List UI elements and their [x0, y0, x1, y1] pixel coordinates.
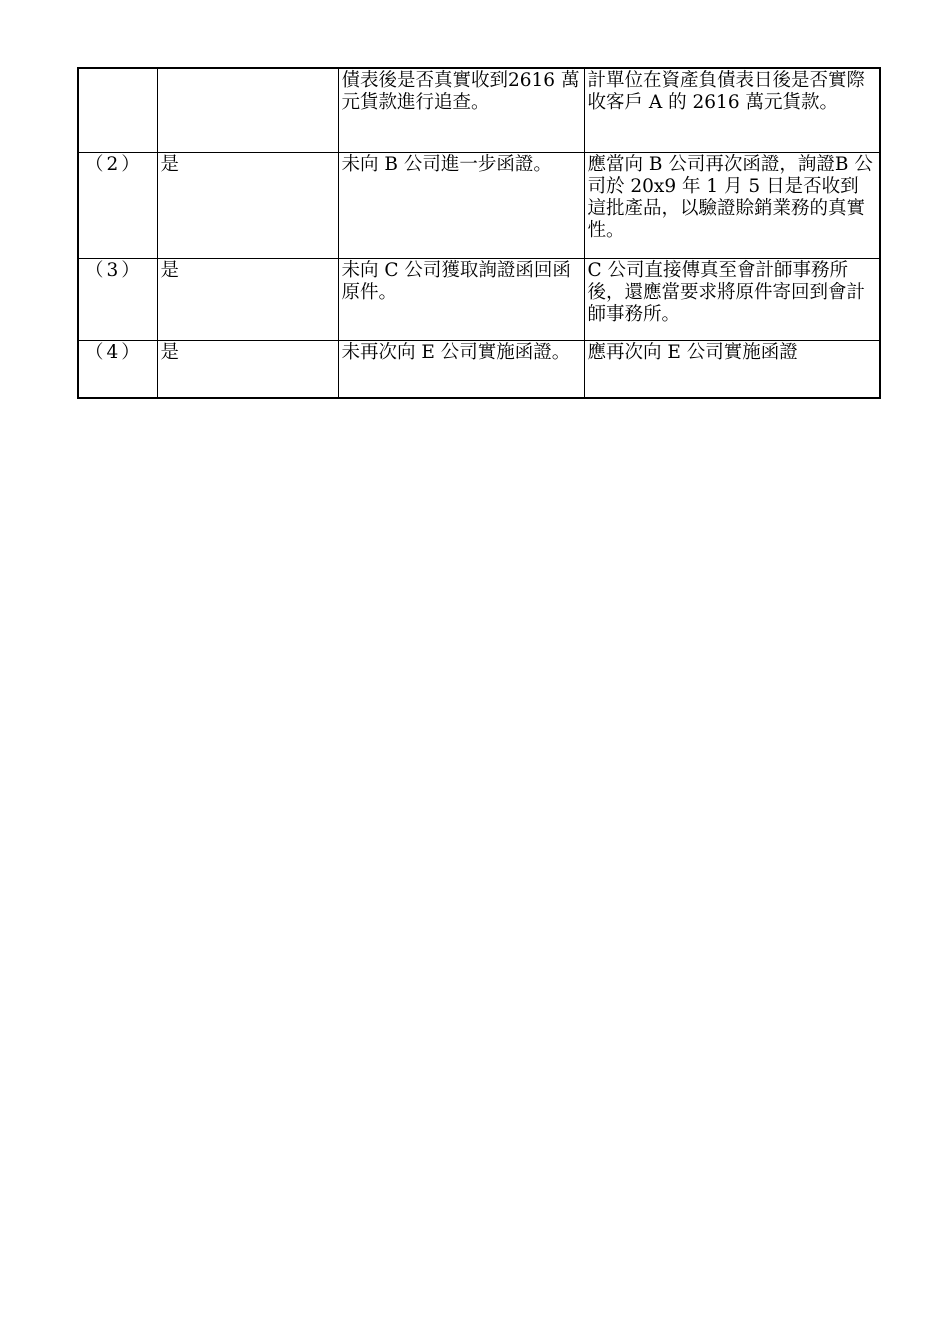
row-remedy-cell: 應再次向 E 公司實施函證 — [584, 340, 880, 398]
table-row — [78, 152, 880, 258]
table-row — [78, 68, 880, 152]
row-flag-cell — [157, 68, 338, 152]
row-issue-cell: 未向 B 公司進一步函證。 — [338, 152, 584, 258]
row-issue-cell: 債表後是否真實收到2616 萬元貨款進行追查。 — [338, 68, 584, 152]
row-index-cell: （2） — [78, 152, 157, 258]
row-issue-cell: 未再次向 E 公司實施函證。 — [338, 340, 584, 398]
table-row — [78, 340, 880, 398]
row-flag-cell: 是 — [157, 340, 338, 398]
row-remedy-cell: 計單位在資產負債表日後是否實際收客戶 A 的 2616 萬元貨款。 — [584, 68, 880, 152]
row-flag-cell: 是 — [157, 258, 338, 340]
table-row — [78, 258, 880, 340]
audit-findings-table — [77, 67, 881, 399]
row-index-cell: （3） — [78, 258, 157, 340]
row-remedy-cell: C 公司直接傳真至會計師事務所後，還應當要求將原件寄回到會計師事務所。 — [584, 258, 880, 340]
row-index-cell — [78, 68, 157, 152]
row-remedy-cell: 應當向 B 公司再次函證，詢證B 公司於 20x9 年 1 月 5 日是否收到這批產品，以驗證賒銷業務的真實性。 — [584, 152, 880, 258]
row-flag-cell: 是 — [157, 152, 338, 258]
row-index-cell: （4） — [78, 340, 157, 398]
row-issue-cell: 未向 C 公司獲取詢證函回函原件。 — [338, 258, 584, 340]
